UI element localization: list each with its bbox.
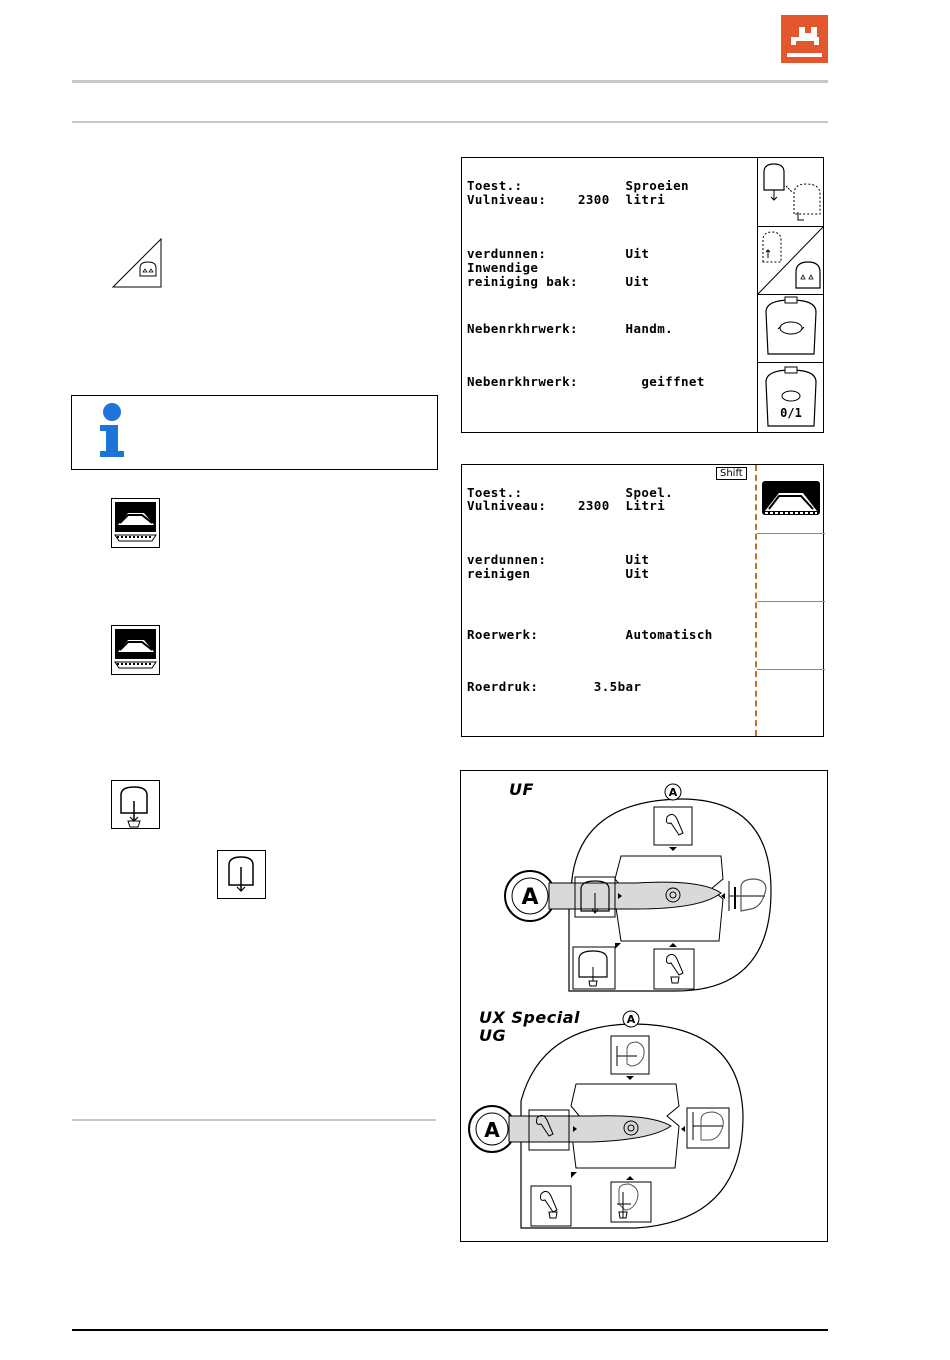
screen2-row-7: reinigen Uit xyxy=(467,566,650,581)
tank-corner-icon xyxy=(112,238,162,288)
info-icon xyxy=(96,401,128,457)
softkey-empty-3[interactable] xyxy=(757,601,825,670)
uf-valve-letter: A xyxy=(521,885,539,910)
boom-icon xyxy=(757,465,825,533)
screen2-row-11: Roerwerk: Automatisch xyxy=(467,627,713,642)
agitator-icon xyxy=(758,294,824,362)
screen1-row-15: Nebenrkhrwerk: geiffnet xyxy=(467,374,705,389)
softkey-agitator-toggle[interactable] xyxy=(758,362,824,430)
screen1-row-11: Nebenrkhrwerk: Handm. xyxy=(467,321,674,336)
screen1-softkeys xyxy=(757,158,824,432)
boom-button-icon-2 xyxy=(111,625,160,675)
header-rule-bottom xyxy=(72,121,828,123)
boom-button-icon-1 xyxy=(111,498,160,548)
terminal-screen-1 xyxy=(461,157,824,433)
uf-label: UF xyxy=(509,780,534,799)
screen2-row-2: Vulniveau: 2300 Litri xyxy=(467,498,666,513)
ux-valve-letter: A xyxy=(484,1118,500,1142)
section-rule xyxy=(72,1119,436,1121)
screen1-row-1: Toest.: Sproeien xyxy=(467,178,689,193)
tank-drain-icon xyxy=(111,780,160,829)
ux-valve-diagram xyxy=(461,1006,827,1241)
amazone-logo xyxy=(781,15,828,63)
screen2-row-15: Roerdruk: 3.5bar xyxy=(467,679,642,694)
softkey-empty-2[interactable] xyxy=(757,533,825,602)
softkey-agitator[interactable] xyxy=(758,294,824,363)
screen2-softkeys xyxy=(755,465,825,736)
info-box xyxy=(71,395,438,470)
valve-diagram-panel xyxy=(460,770,828,1242)
footer-rule xyxy=(72,1329,828,1331)
header-rule-top xyxy=(72,80,828,83)
softkey-transfer[interactable] xyxy=(758,158,824,227)
amazone-logo-icon xyxy=(781,15,828,63)
screen1-row-6: verdunnen: Uit xyxy=(467,246,650,261)
tank-swap-icon xyxy=(758,226,824,294)
softkey-empty-4[interactable] xyxy=(757,669,825,736)
screen2-row-6: verdunnen: Uit xyxy=(467,552,650,567)
terminal-screen-2 xyxy=(461,464,824,737)
tank-transfer-icon xyxy=(758,158,824,226)
ux-label-line2: UG xyxy=(479,1026,507,1045)
uf-valve-diagram xyxy=(461,771,827,1006)
tank-valve-icon xyxy=(217,850,266,899)
shift-indicator: Shift xyxy=(716,467,747,480)
ux-top-letter: A xyxy=(626,1013,636,1026)
screen1-row-7: Inwendige xyxy=(467,260,539,275)
agitator-toggle-icon xyxy=(758,362,824,430)
screen2-row-1: Toest.: Spoel. xyxy=(467,485,674,500)
screen1-row-2: Vulniveau: 2300 litri xyxy=(467,192,666,207)
softkey-tank-swap[interactable] xyxy=(758,226,824,295)
screen1-row-8: reiniging bak: Uit xyxy=(467,274,650,289)
softkey-boom[interactable] xyxy=(757,465,825,534)
toggle-label: 0/1 xyxy=(780,406,802,420)
uf-top-letter: A xyxy=(668,786,678,799)
ux-label-line1: UX Special xyxy=(479,1008,580,1027)
